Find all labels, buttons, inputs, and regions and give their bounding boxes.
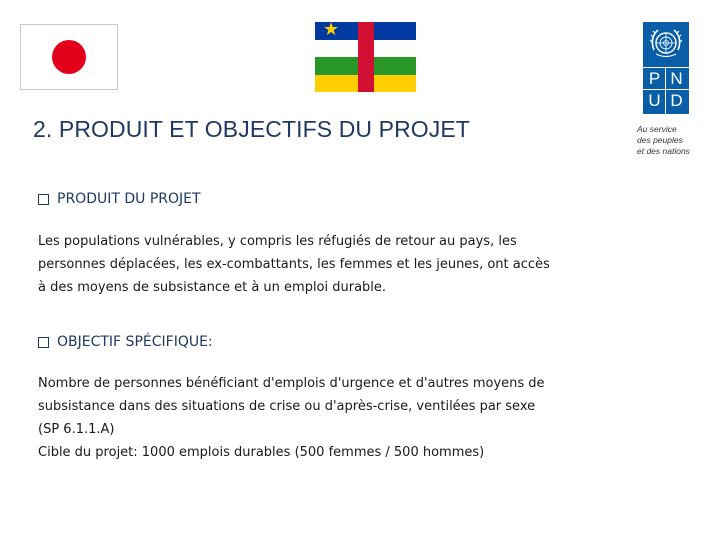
- undp-logo-letter: P: [645, 68, 664, 89]
- section-heading-label: OBJECTIF SPÉCIFIQUE:: [57, 334, 213, 350]
- japan-flag: [20, 24, 118, 90]
- undp-tagline: Au service des peuples et des nations: [637, 124, 690, 156]
- un-emblem-icon: [646, 24, 686, 64]
- central-african-republic-flag: [315, 22, 416, 92]
- undp-logo-letter: D: [667, 90, 686, 111]
- undp-logo-letter: U: [645, 90, 664, 111]
- section-heading-label: PRODUIT DU PROJET: [57, 191, 201, 207]
- flag-band-red: [358, 22, 374, 92]
- checkbox-bullet-icon: [38, 194, 49, 205]
- produit-description: Les populations vulnérables, y compris les réfugiés de retour au pays, les personnes déplacées, les ex-combattants, les femmes et les jeunes, ont accès à des moyens de subsistance et à un emploi durable.: [38, 234, 550, 295]
- star-icon: ★: [323, 22, 340, 40]
- section-heading-objectif: [38, 332, 213, 352]
- section-heading-produit: [38, 189, 201, 209]
- japan-flag-disc: [52, 40, 86, 74]
- undp-logo-letter: N: [667, 68, 686, 89]
- objectif-description: Nombre de personnes bénéficiant d'emplois d'urgence et d'autres moyens de subsistance dans des situations de crise ou d'après-crise, ventilées par sexe (SP 6.1.1.A): [38, 376, 545, 437]
- page-title: 2. PRODUIT ET OBJECTIFS DU PROJET: [33, 116, 470, 142]
- project-target: Cible du projet: 1000 emplois durables (500 femmes / 500 hommes): [38, 445, 485, 460]
- undp-logo: [643, 22, 689, 114]
- checkbox-bullet-icon: [38, 337, 49, 348]
